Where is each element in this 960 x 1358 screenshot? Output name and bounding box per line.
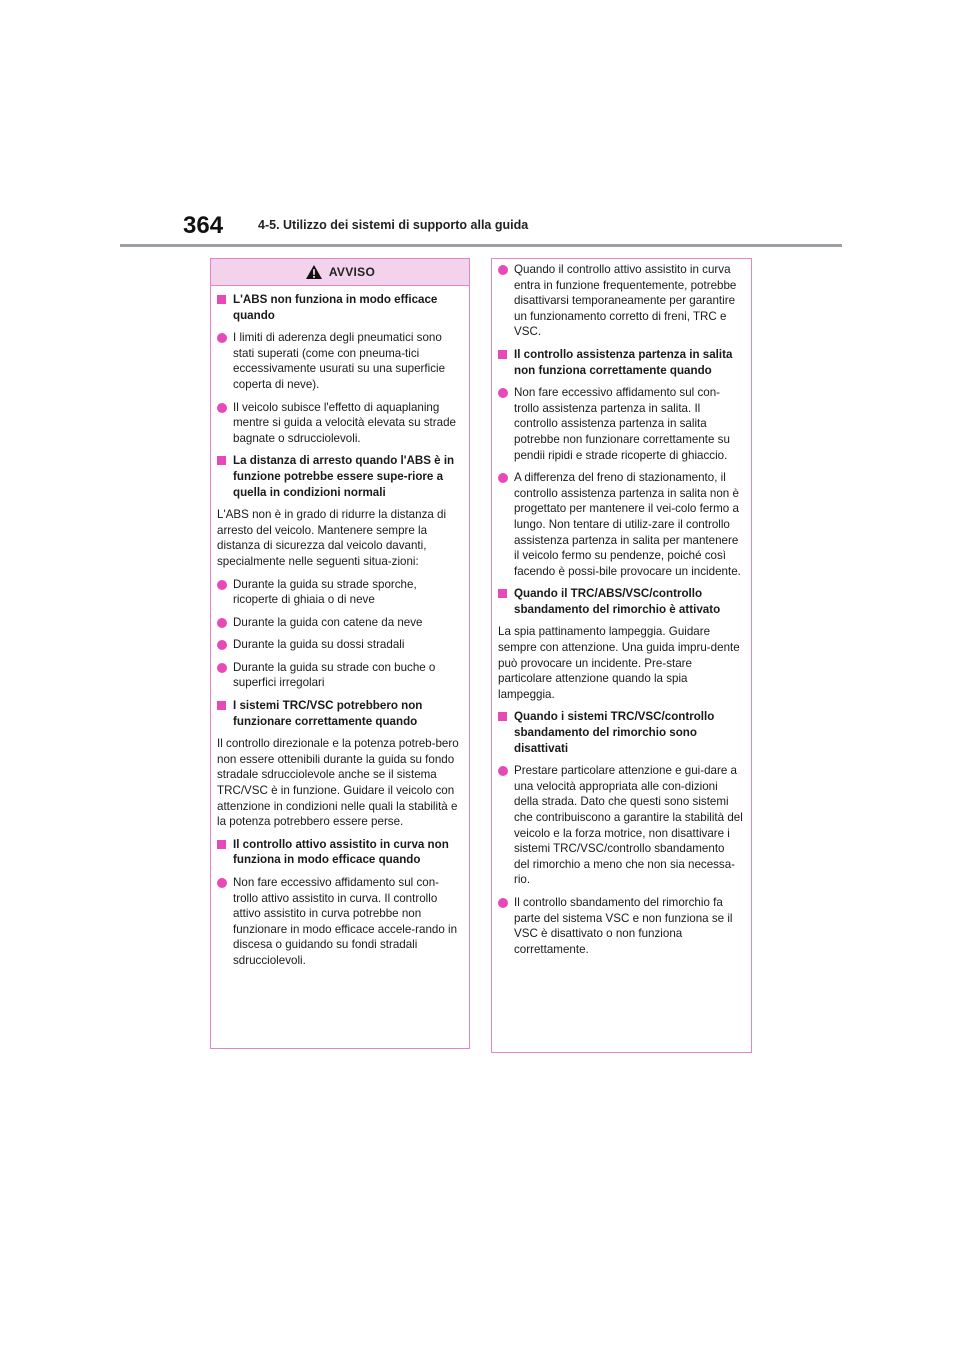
bullet-text: Prestare particolare attenzione e gui-dare a una velocità appropriata alle con-dizioni della strada. Dato che questi sono sistemi che contribuiscono a garantire la stabilità del veicolo e la forza motrice, non disattivare i sistemi TRC/VSC/controllo sbandamento del rimorchio a meno che non sia necessa-rio. (514, 764, 743, 887)
bullet-item (498, 895, 743, 957)
square-bullet-icon (217, 456, 226, 465)
bullet-text: A differenza del freno di stazionamento, il controllo assistenza partenza in salita non è progettato per mantenere il vei-colo fermo a lungo. Non tentare di utiliz-zare il controllo assistenza partenza in salita per mantenere il veicolo fermo su pendenze, poiché così facendo è possi-bile provocare un incidente. (514, 471, 741, 578)
bullet-text: Il controllo sbandamento del rimorchio fa parte del sistema VSC e non funziona se il VSC è disattivato o non funziona correttamente. (514, 895, 733, 956)
bullet-text: Durante la guida su strade con buche o superfici irregolari (233, 660, 436, 690)
bullet-text: Durante la guida con catene da neve (233, 615, 423, 629)
paragraph (498, 624, 743, 702)
section-heading (498, 347, 743, 378)
square-bullet-icon (498, 589, 507, 598)
paragraph-text: Il controllo direzionale e la potenza potreb-bero non essere ottenibili durante la guida su fondo stradale sdrucciolevole anche se il sistema TRC/VSC è in funzione. Guidare il veicolo con attenzione in condizioni nelle quali la stabilità e la potenza potrebbero essere perse. (217, 737, 459, 829)
section-title: 4-5. Utilizzo dei sistemi di supporto alla guida (258, 218, 529, 232)
round-bullet-icon (498, 898, 508, 908)
left-column-content (211, 286, 469, 969)
bullet-text: Durante la guida su dossi stradali (233, 638, 405, 652)
bullet-item (217, 637, 461, 653)
bullet-item (217, 615, 461, 631)
round-bullet-icon (217, 878, 227, 888)
heading-text: L'ABS non funziona in modo efficace quando (233, 293, 438, 322)
bullet-text: Il veicolo subisce l'effetto di aquaplaning mentre si guida a velocità elevata su strade bagnate o sdrucciolevoli. (233, 400, 456, 445)
round-bullet-icon (498, 473, 508, 483)
paragraph (217, 736, 461, 830)
square-bullet-icon (217, 701, 226, 710)
bullet-text: Non fare eccessivo affidamento sul con-trollo assistenza partenza in salita. Il controllo assistenza partenza in salita potrebbe non funzionare correttamente su pendii ripidi e strade ricoperte di ghiaccio. (514, 386, 730, 462)
section-heading (217, 292, 461, 323)
bullet-item (498, 470, 743, 579)
round-bullet-icon (217, 403, 227, 413)
paragraph (217, 507, 461, 569)
round-bullet-icon (498, 766, 508, 776)
round-bullet-icon (498, 265, 508, 275)
warning-header (211, 259, 469, 286)
bullet-item (217, 577, 461, 608)
bullet-item (217, 875, 461, 969)
paragraph-text: L'ABS non è in grado di ridurre la distanza di arresto del veicolo. Mantenere sempre la distanza di sicurezza dal veicolo davanti, specialmente nelle seguenti situa-zioni: (217, 508, 447, 568)
warning-box-right (491, 258, 752, 1053)
bullet-item (498, 763, 743, 888)
bullet-text: Durante la guida su strade sporche, ricoperte di ghiaia o di neve (233, 577, 417, 607)
round-bullet-icon (217, 618, 227, 628)
section-heading (217, 453, 461, 500)
round-bullet-icon (217, 333, 227, 343)
heading-text: Quando il TRC/ABS/VSC/controllo sbandamento del rimorchio è attivato (514, 587, 721, 616)
section-heading (217, 698, 461, 729)
square-bullet-icon (217, 840, 226, 849)
warning-box-left (210, 258, 470, 1049)
section-heading (217, 837, 461, 868)
right-column-content (492, 259, 751, 957)
square-bullet-icon (498, 350, 507, 359)
square-bullet-icon (217, 295, 226, 304)
section-heading (498, 586, 743, 617)
heading-text: Il controllo assistenza partenza in salita non funziona correttamente quando (514, 347, 733, 377)
round-bullet-icon (217, 580, 227, 590)
bullet-item (498, 262, 743, 340)
bullet-text: Non fare eccessivo affidamento sul con-trollo attivo assistito in curva. Il controllo attivo assistito in curva potrebbe non funzionare in modo efficace accele-rando in discesa o guidando su fondi stradali sdrucciolevoli. (233, 876, 458, 967)
round-bullet-icon (498, 388, 508, 398)
bullet-item (217, 660, 461, 691)
warning-triangle-icon (305, 264, 323, 280)
heading-text: I sistemi TRC/VSC potrebbero non funzionare correttamente quando (233, 699, 423, 728)
heading-text: Il controllo attivo assistito in curva non funziona in modo efficace quando (233, 837, 449, 867)
square-bullet-icon (498, 712, 507, 721)
round-bullet-icon (217, 640, 227, 650)
header-divider (120, 244, 842, 247)
bullet-text: Quando il controllo attivo assistito in curva entra in funzione frequentemente, potrebbe disattivarsi temporaneamente per garantire un funzionamento corretto di freni, TRC e VSC. (514, 263, 737, 339)
paragraph-text: La spia pattinamento lampeggia. Guidare sempre con attenzione. Una guida impru-dente può provocare un incidente. Pre-stare particolare attenzione quando la spia lampeggia. (498, 625, 740, 701)
section-heading (498, 709, 743, 756)
bullet-item (217, 400, 461, 447)
bullet-text: I limiti di aderenza degli pneumatici sono stati superati (come con pneuma-tici eccessivamente usurati su una superficie coperta di neve). (233, 331, 446, 391)
page-number: 364 (183, 212, 224, 239)
bullet-item (498, 385, 743, 463)
bullet-item (217, 330, 461, 392)
warning-label: AVVISO (328, 265, 376, 279)
heading-text: La distanza di arresto quando l'ABS è in funzione potrebbe essere supe-riore a quella in condizioni normali (233, 454, 455, 499)
round-bullet-icon (217, 663, 227, 673)
heading-text: Quando i sistemi TRC/VSC/controllo sbandamento del rimorchio sono disattivati (514, 710, 715, 755)
